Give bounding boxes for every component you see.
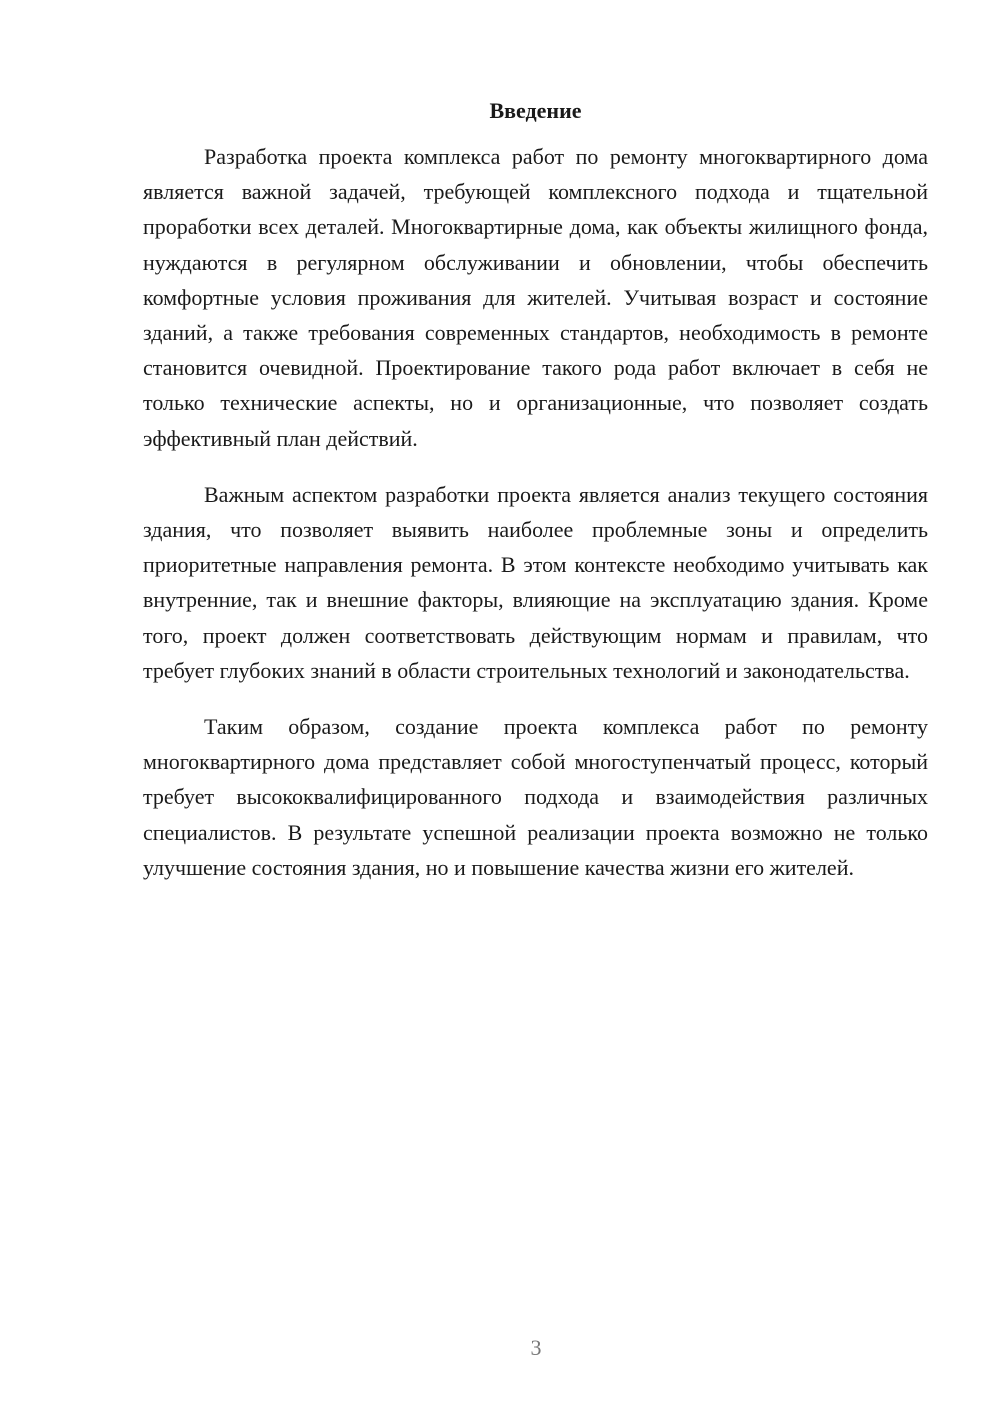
paragraph-3: Таким образом, создание проекта комплекса работ по ремонту многоквартирного дома представляет собой многоступенчатый процесс, который требует высококвалифицированного подхода и взаимодействия различных специалистов. В результате успешной реализации проекта возможно не только улучшение состояния здания, но и повышение качества жизни его жителей. <box>143 714 928 880</box>
paragraph-1: Разработка проекта комплекса работ по ремонту многоквартирного дома является важной задачей, требующей комплексного подхода и тщательной проработки всех деталей. Многоквартирные дома, как объекты жилищного фонда, нуждаются в регулярном обслуживании и обновлении, чтобы обеспечить комфортные условия проживания для жителей. Учитывая возраст и состояние зданий, а также требования современных стандартов, необходимость в ремонте становится очевидной. Проектирование такого рода работ включает в себя не только технические аспекты, но и организационные, что позволяет создать эффективный план действий. <box>143 144 928 451</box>
section-title: Введение <box>489 98 582 123</box>
page-number: 3 <box>530 1335 542 1360</box>
paragraph-2: Важным аспектом разработки проекта является анализ текущего состояния здания, что позволяет выявить наиболее проблемные зоны и определить приоритетные направления ремонта. В этом контексте необходимо учитывать как внутренние, так и внешние факторы, влияющие на эксплуатацию здания. Кроме того, проект должен соответствовать действующим нормам и правилам, что требует глубоких знаний в области строительных технологий и законодательства. <box>143 481 928 683</box>
page-content <box>143 95 928 906</box>
